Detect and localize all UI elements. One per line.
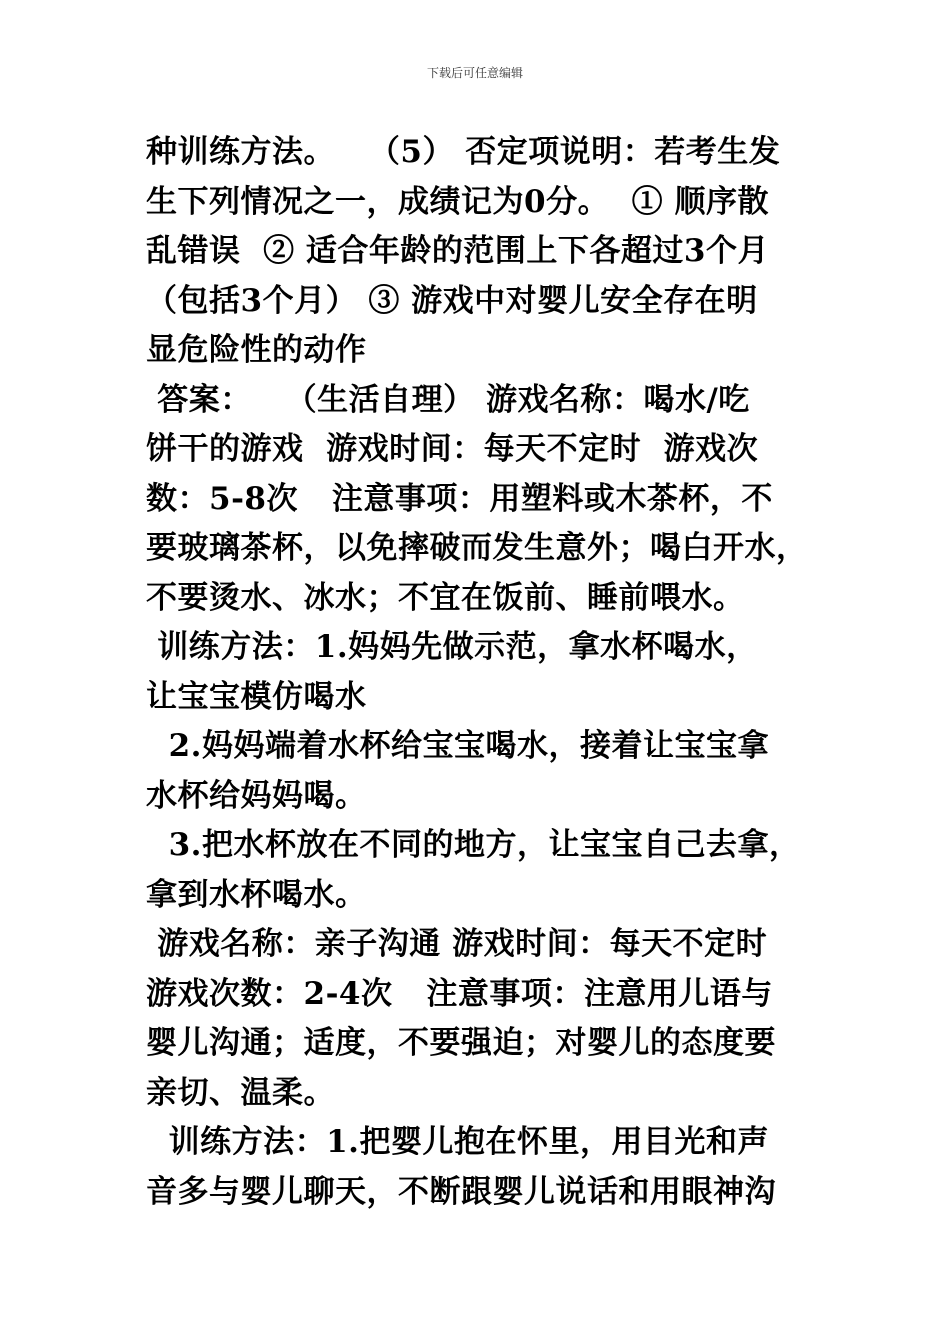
- text-line: 不要烫水、冰水；不宜在饭前、睡前喂水。: [146, 579, 745, 616]
- text-line: 饼干的游戏 游戏时间：每天不定时 游戏次: [146, 431, 759, 467]
- document-body: [146, 128, 806, 1217]
- text-line: 种训练方法。 （5） 否定项说明：若考生发: [146, 134, 781, 170]
- text-line: 音多与婴儿聊天，不断跟婴儿说话和用眼神沟: [146, 1173, 776, 1210]
- text-line: 亲切、温柔。: [146, 1074, 335, 1111]
- text-line: 3.把水杯放在不同的地方，让宝宝自己去拿，: [146, 827, 801, 863]
- text-line: 婴儿沟通；适度，不要强迫；对婴儿的态度要: [146, 1025, 776, 1061]
- page-header: 下载后可任意编辑: [426, 66, 523, 80]
- text-line: 游戏名称：亲子沟通 游戏时间：每天不定时: [146, 926, 768, 962]
- text-line: 让宝宝模仿喝水: [146, 678, 367, 715]
- text-line: 数：5-8次 注意事项：用塑料或木茶杯，不: [146, 480, 773, 517]
- text-line: 乱错误 ② 适合年龄的范围上下各超过3个月: [146, 233, 769, 269]
- text-line: 要玻璃茶杯，以免摔破而发生意外；喝白开水，: [146, 530, 808, 566]
- text-line: 生下列情况之一，成绩记为0分。 ① 顺序散: [146, 183, 769, 220]
- text-line: （包括3个月） ③ 游戏中对婴儿安全存在明: [146, 282, 758, 319]
- text-line: 2.妈妈端着水杯给宝宝喝水，接着让宝宝拿: [146, 728, 769, 764]
- text-line: 水杯给妈妈喝。: [146, 777, 367, 814]
- text-line: 显危险性的动作: [146, 332, 367, 368]
- text-line: 训练方法：1.把婴儿抱在怀里，用目光和声: [146, 1124, 769, 1160]
- text-line: 游戏次数：2-4次 注意事项：注意用儿语与: [146, 975, 773, 1012]
- text-line: 训练方法：1.妈妈先做示范，拿水杯喝水，: [146, 629, 758, 665]
- text-line: 答案： （生活自理） 游戏名称：喝水/吃: [146, 381, 750, 418]
- text-line: 拿到水杯喝水。: [146, 876, 367, 913]
